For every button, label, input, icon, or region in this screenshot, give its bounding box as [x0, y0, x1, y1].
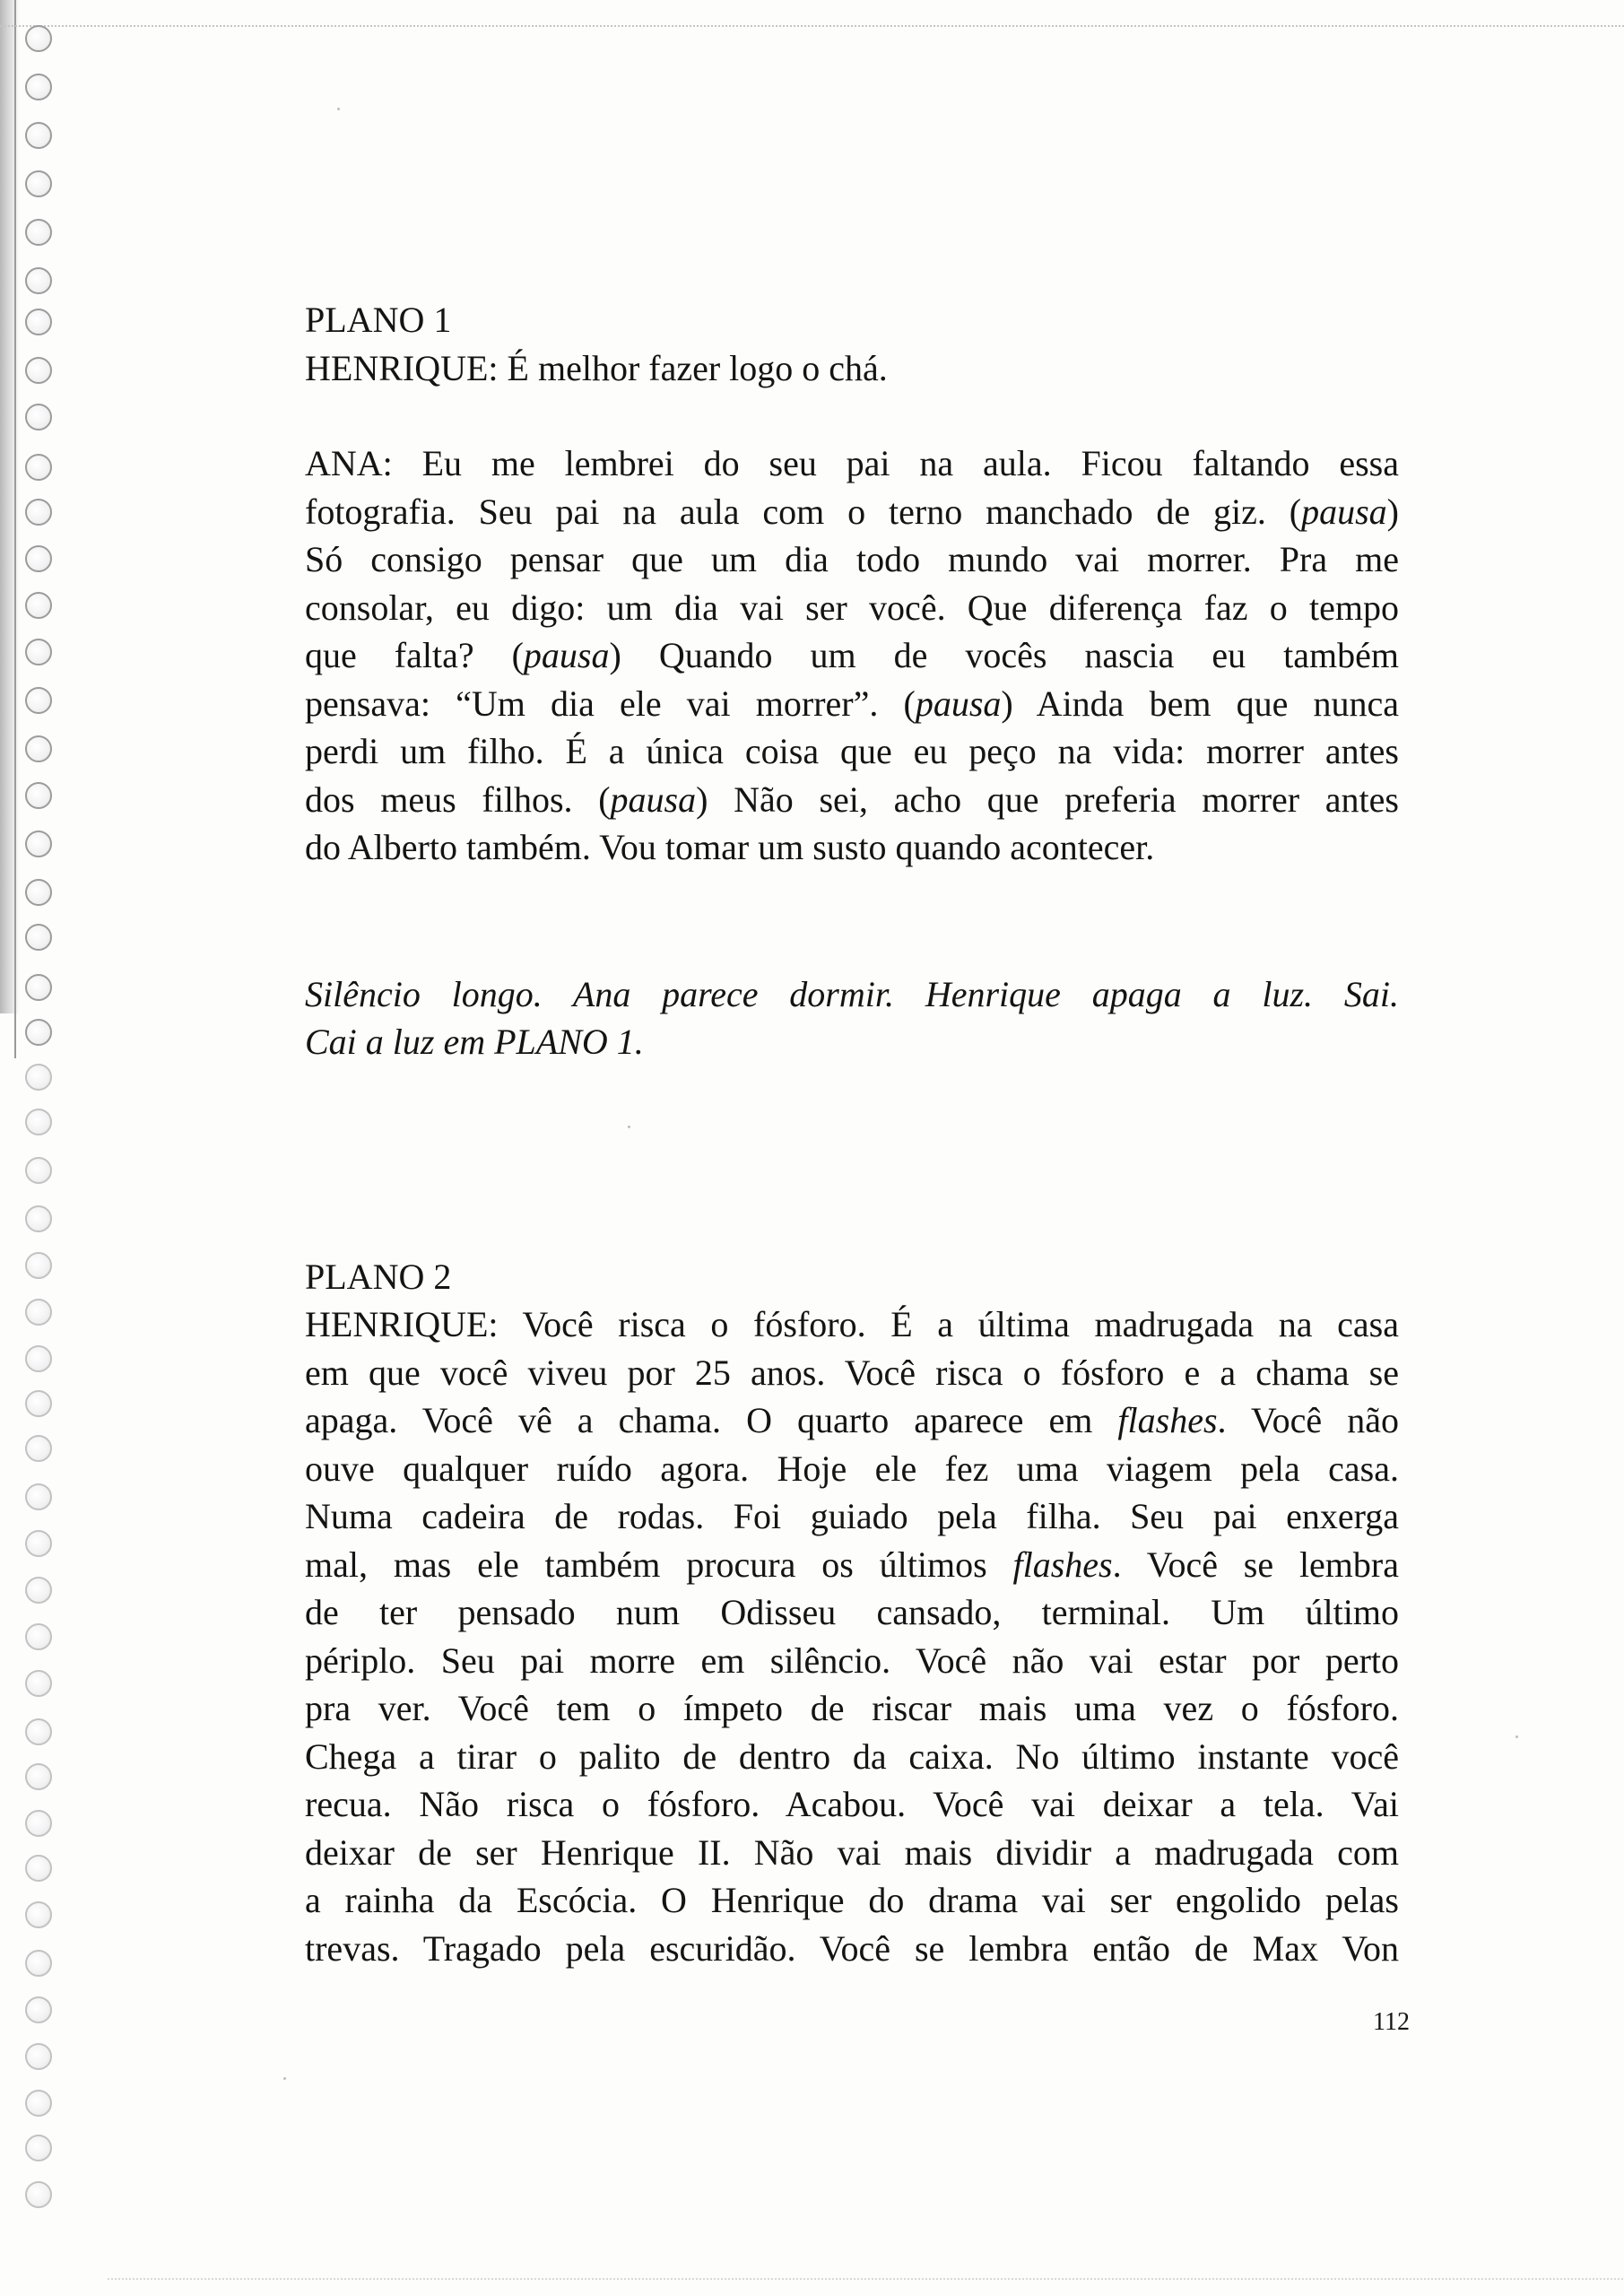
binder-hole [25, 639, 52, 665]
binder-hole [25, 1810, 52, 1837]
binder-hole [25, 1623, 52, 1650]
binder-hole [25, 2135, 52, 2161]
scan-speck [1515, 1735, 1518, 1738]
binder-hole [25, 1345, 52, 1372]
dialogue-line: mal, mas ele também procura os últimos flashes. Você se lembra [305, 1544, 1399, 1585]
italic-fragment: flashes [1012, 1544, 1113, 1585]
dialogue-line: de ter pensado num Odisseu cansado, terminal. Um último [305, 1592, 1399, 1632]
binder-hole [25, 404, 52, 430]
binder-hole [25, 219, 52, 246]
dialogue-line: recua. Não risca o fósforo. Acabou. Você vai deixar a tela. Vai [305, 1784, 1399, 1824]
binder-hole [25, 1109, 52, 1135]
binder-line [14, 0, 16, 1058]
binder-hole [25, 25, 52, 52]
binder-hole [25, 309, 52, 335]
dialogue-line: Só consigo pensar que um dia todo mundo vai morrer. Pra me [305, 539, 1399, 579]
dialogue-line: pensava: “Um dia ele vai morrer”. (pausa) Ainda bem que nunca [305, 683, 1400, 724]
binder-hole [25, 924, 52, 951]
scan-bottom-edge [108, 2278, 1623, 2280]
page-number: 112 [1373, 2008, 1410, 2036]
binder-hole [25, 1019, 52, 1046]
dialogue-line: ouve qualquer ruído agora. Hoje ele fez uma viagem pela casa. [305, 1448, 1399, 1489]
scan-top-edge [0, 25, 1624, 27]
dialogue-line: ANA: Eu me lembrei do seu pai na aula. Ficou faltando essa [305, 443, 1399, 483]
stage-direction [305, 970, 1399, 1066]
dialogue-line: deixar de ser Henrique II. Não vai mais dividir a madrugada com [305, 1831, 1399, 1873]
binder-hole [25, 170, 52, 197]
binder-hole [25, 1763, 52, 1790]
dialogue-line: périplo. Seu pai morre em silêncio. Você não vai estar por perto [305, 1639, 1399, 1681]
binder-hole [25, 974, 52, 1001]
binder-hole [25, 74, 52, 100]
binder-hole [25, 1252, 52, 1279]
binder-hole [25, 1390, 52, 1417]
binder-hole [25, 1064, 52, 1091]
dialogue-line: Chega a tirar o palito de dentro da caixa. No último instante você [305, 1735, 1399, 1777]
scene-heading: PLANO 2 [305, 1256, 452, 1297]
binder-hole [25, 357, 52, 384]
binder-hole [25, 1530, 52, 1557]
dialogue-line: a rainha da Escócia. O Henrique do drama vai ser engolido pelas [305, 1880, 1399, 1920]
document-body [305, 296, 1399, 1972]
binder-hole [25, 1299, 52, 1326]
binder-hole [25, 1435, 52, 1462]
scan-speck [337, 108, 340, 110]
italic-fragment: pausa [1301, 491, 1387, 532]
binder-hole [25, 499, 52, 526]
binder-hole [25, 735, 52, 762]
binder-hole [25, 267, 52, 294]
binder-hole [25, 1855, 52, 1882]
binder-hole [25, 1577, 52, 1604]
binder-hole [25, 454, 52, 481]
dialogue-paragraph-henrique [305, 1300, 1399, 1972]
binder-hole [25, 782, 52, 809]
binder-hole [25, 1670, 52, 1697]
stage-direction-line: Silêncio longo. Ana parece dormir. Henrique apaga a luz. Sai. [305, 973, 1399, 1014]
binder-hole [25, 545, 52, 572]
dialogue-line: Numa cadeira de rodas. Foi guiado pela filha. Seu pai enxerga [305, 1496, 1399, 1536]
dialogue-line: HENRIQUE: É melhor fazer logo o chá. [305, 347, 888, 388]
binder-hole [25, 1205, 52, 1232]
dialogue-line: apaga. Você vê a chama. O quarto aparece em flashes. Você não [305, 1400, 1399, 1440]
binder-hole [25, 2090, 52, 2117]
scan-speck [283, 2077, 286, 2080]
binder-hole [25, 831, 52, 857]
italic-fragment: flashes [1117, 1400, 1218, 1440]
dialogue-line: consolar, eu digo: um dia vai ser você. Que diferença faz o tempo [305, 587, 1399, 628]
binder-hole [25, 687, 52, 714]
binder-hole [25, 1483, 52, 1510]
dialogue-line: dos meus filhos. (pausa) Não sei, acho que preferia morrer antes [305, 778, 1399, 820]
binder-hole [25, 122, 52, 149]
binder-hole [25, 1718, 52, 1745]
binder-hole [25, 1157, 52, 1184]
binder-hole [25, 2043, 52, 2070]
dialogue-line: pra ver. Você tem o ímpeto de riscar mais uma vez o fósforo. [305, 1688, 1399, 1728]
dialogue-line: HENRIQUE: Você risca o fósforo. É a última madrugada na casa [305, 1304, 1399, 1344]
binder-hole [25, 879, 52, 906]
binder-hole [25, 1996, 52, 2023]
binder-shadow [0, 0, 20, 1013]
dialogue-line: do Alberto também. Vou tomar um susto quando acontecer. [305, 827, 1155, 867]
binder-hole [25, 1950, 52, 1977]
dialogue-line: que falta? (pausa) Quando um de vocês nascia eu também [305, 635, 1399, 675]
italic-fragment: pausa [610, 778, 697, 820]
dialogue-line: em que você viveu por 25 anos. Você risca o fósforo e a chama se [305, 1352, 1399, 1393]
scene-heading: PLANO 1 [305, 300, 452, 340]
dialogue-line: trevas. Tragado pela escuridão. Você se lembra então de Max Von [305, 1927, 1399, 1969]
italic-fragment: pausa [915, 683, 1002, 724]
dialogue-line: perdi um filho. É a única coisa que eu peço na vida: morrer antes [305, 731, 1399, 771]
binder-hole [25, 1901, 52, 1928]
binder-hole [25, 2181, 52, 2208]
binder-hole [25, 592, 52, 619]
dialogue-line: fotografia. Seu pai na aula com o terno manchado de giz. (pausa) [305, 491, 1399, 532]
dialogue-paragraph-ana [305, 439, 1399, 872]
stage-direction-line: Cai a luz em PLANO 1. [305, 1022, 644, 1062]
italic-fragment: pausa [523, 635, 610, 675]
